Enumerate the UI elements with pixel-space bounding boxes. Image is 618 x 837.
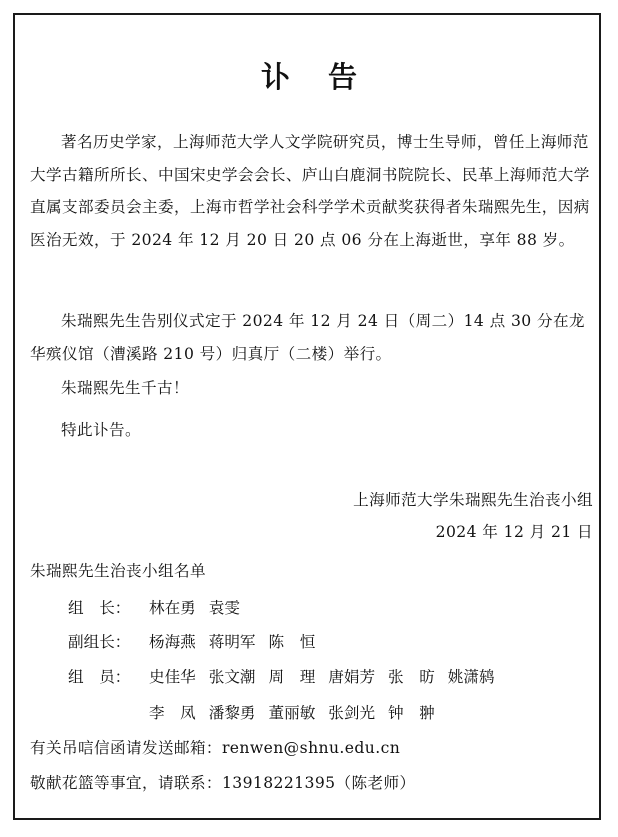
phone-label: 敬献花篮等事宜，请联系：: [30, 774, 222, 792]
deputy-name: 蒋明军: [208, 633, 256, 651]
member-name: 张 昉: [388, 668, 435, 686]
deputy-role-label: 副组长：: [68, 633, 131, 651]
member-name: 钟 翀: [388, 704, 435, 722]
member-role-label: 组 员：: [68, 668, 131, 686]
obituary-paragraph: 著名历史学家，上海师范大学人文学院研究员，博士生导师，曾任上海师范大学古籍所所长、中国宋史学会会长、庐山白鹿洞书院院长、民革上海师范大学直属支部委员会主委，上海市哲学社会科学学术贡献奖获得者朱瑞熙先生，因病医治无效，于 2024 年 12 月 20 日 20 点 06 分在上海逝世，享年 88 岁。: [30, 133, 590, 249]
closing-line: 特此讣告。: [61, 421, 141, 439]
email-contact-line: [30, 736, 400, 758]
ceremony-paragraph: 朱瑞熙先生告别仪式定于 2024 年 12 月 24 日（周二）14 点 30 分在龙华殡仪馆（漕溪路 210 号）归真厅（二楼）举行。: [30, 312, 585, 363]
member-name: 董丽敏: [268, 704, 316, 722]
member-name: 史佳华: [148, 668, 196, 686]
signature-organization: 上海师范大学朱瑞熙先生治丧小组: [353, 491, 593, 509]
farewell-line: 朱瑞熙先生千古！: [61, 379, 189, 397]
member-row-1: [68, 665, 503, 687]
committee-heading: 朱瑞熙先生治丧小组名单: [30, 562, 206, 580]
email-address: renwen@shnu.edu.cn: [221, 739, 401, 757]
leader-role-label: 组 长：: [68, 599, 131, 617]
notice-title: 讣 告: [260, 60, 372, 94]
member-name: 姚潇鸫: [447, 668, 495, 686]
member-name: 张剑光: [328, 704, 376, 722]
leader-row: [68, 596, 248, 618]
member-name: 唐娟芳: [328, 668, 376, 686]
email-label: 有关吊唁信函请发送邮箱：: [30, 739, 222, 757]
deputy-row: [68, 630, 323, 652]
member-name: 潘黎勇: [208, 704, 256, 722]
leader-name: 袁雯: [208, 599, 240, 617]
leader-name: 林在勇: [148, 599, 196, 617]
deputy-name: 杨海燕: [148, 633, 196, 651]
signature-date: 2024 年 12 月 21 日: [435, 523, 593, 541]
member-row-2: [68, 701, 443, 723]
member-name: 周 理: [268, 668, 316, 686]
phone-number: 13918221395（陈老师）: [221, 774, 416, 792]
member-name: 李 凤: [148, 704, 196, 722]
phone-contact-line: [30, 771, 415, 793]
deputy-name: 陈 恒: [268, 633, 316, 651]
member-name: 张文潮: [208, 668, 256, 686]
